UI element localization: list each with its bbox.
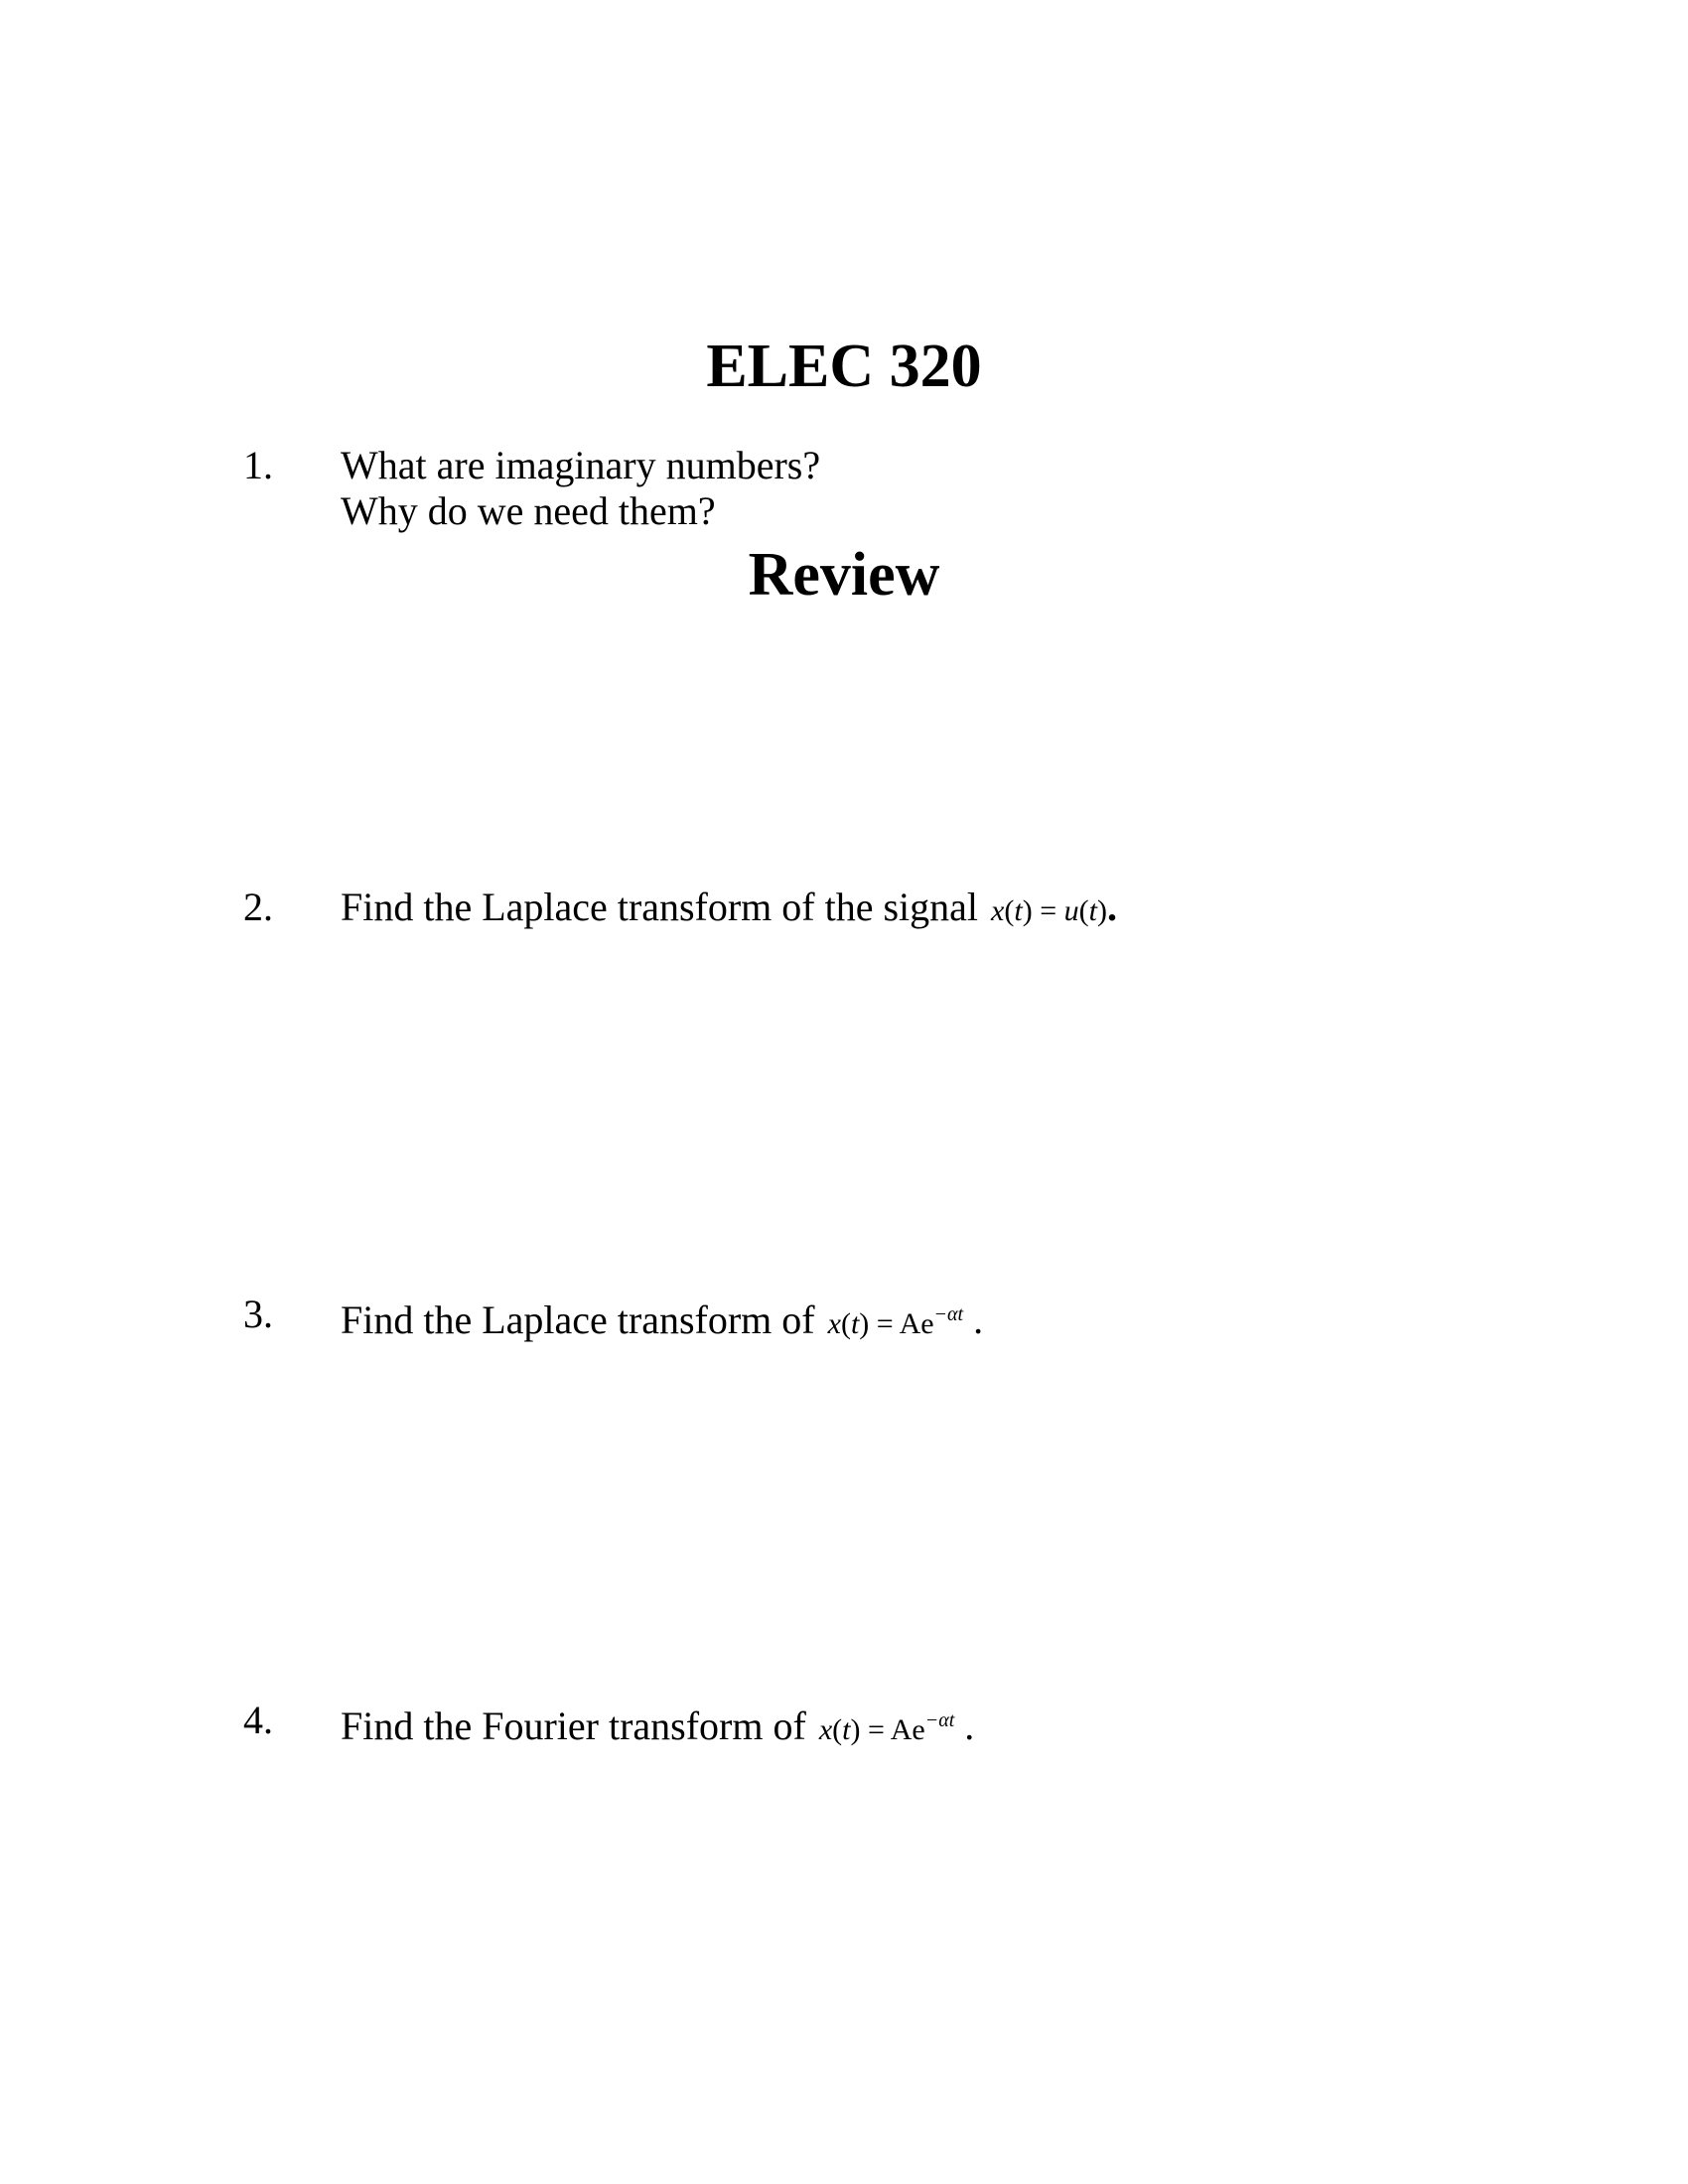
question-text-segment: . [954,1704,975,1748]
question-text-segment: Find the Fourier transform of [341,1704,816,1748]
question-text-segment: . [963,1297,984,1342]
math-superscript: −αt [924,1709,955,1731]
math-formula [818,1709,955,1746]
math-token: x [991,894,1005,927]
question-4 [243,1698,974,1753]
document-title-line-1: ELEC 320 [706,333,982,400]
math-token: ( [1078,894,1089,927]
math-token: Ae [890,1713,925,1746]
question-3 [243,1292,983,1347]
math-token: x [827,1307,841,1340]
question-text-segment: Why do we need them? [341,488,716,533]
math-token: t [1088,894,1097,927]
math-formula [991,894,1107,927]
question-text-segment: Find the Laplace transform of the signal [341,885,989,929]
math-token: u [1063,894,1079,927]
math-token: ) = [850,1713,891,1746]
question-number: 4. [243,1698,273,1742]
question-number: 3. [243,1292,273,1336]
math-token: t [850,1307,860,1340]
math-token: ) = [1022,894,1064,927]
question-2 [243,885,1117,934]
math-token: ( [1004,894,1015,927]
question-text [341,1292,983,1347]
math-superscript: −αt [933,1303,964,1325]
math-token: t [842,1713,851,1746]
question-text [341,1698,974,1753]
question-text-segment: What are imaginary numbers? [341,443,821,487]
math-token: ( [832,1713,843,1746]
math-token: ( [840,1307,851,1340]
question-text-segment: Find the Laplace transform of [341,1297,825,1342]
question-1 [243,443,820,534]
bold-period: . [1106,885,1117,929]
math-formula [827,1303,964,1340]
math-token: t [1014,894,1023,927]
document-title-line-2: Review [748,541,940,609]
question-number: 2. [243,885,273,929]
math-token: ) = [859,1307,900,1340]
math-token: ) [1096,894,1107,927]
math-token: x [818,1713,833,1746]
question-text [341,443,820,534]
question-number: 1. [243,443,273,487]
math-token: Ae [899,1307,934,1340]
question-text [341,885,1117,934]
